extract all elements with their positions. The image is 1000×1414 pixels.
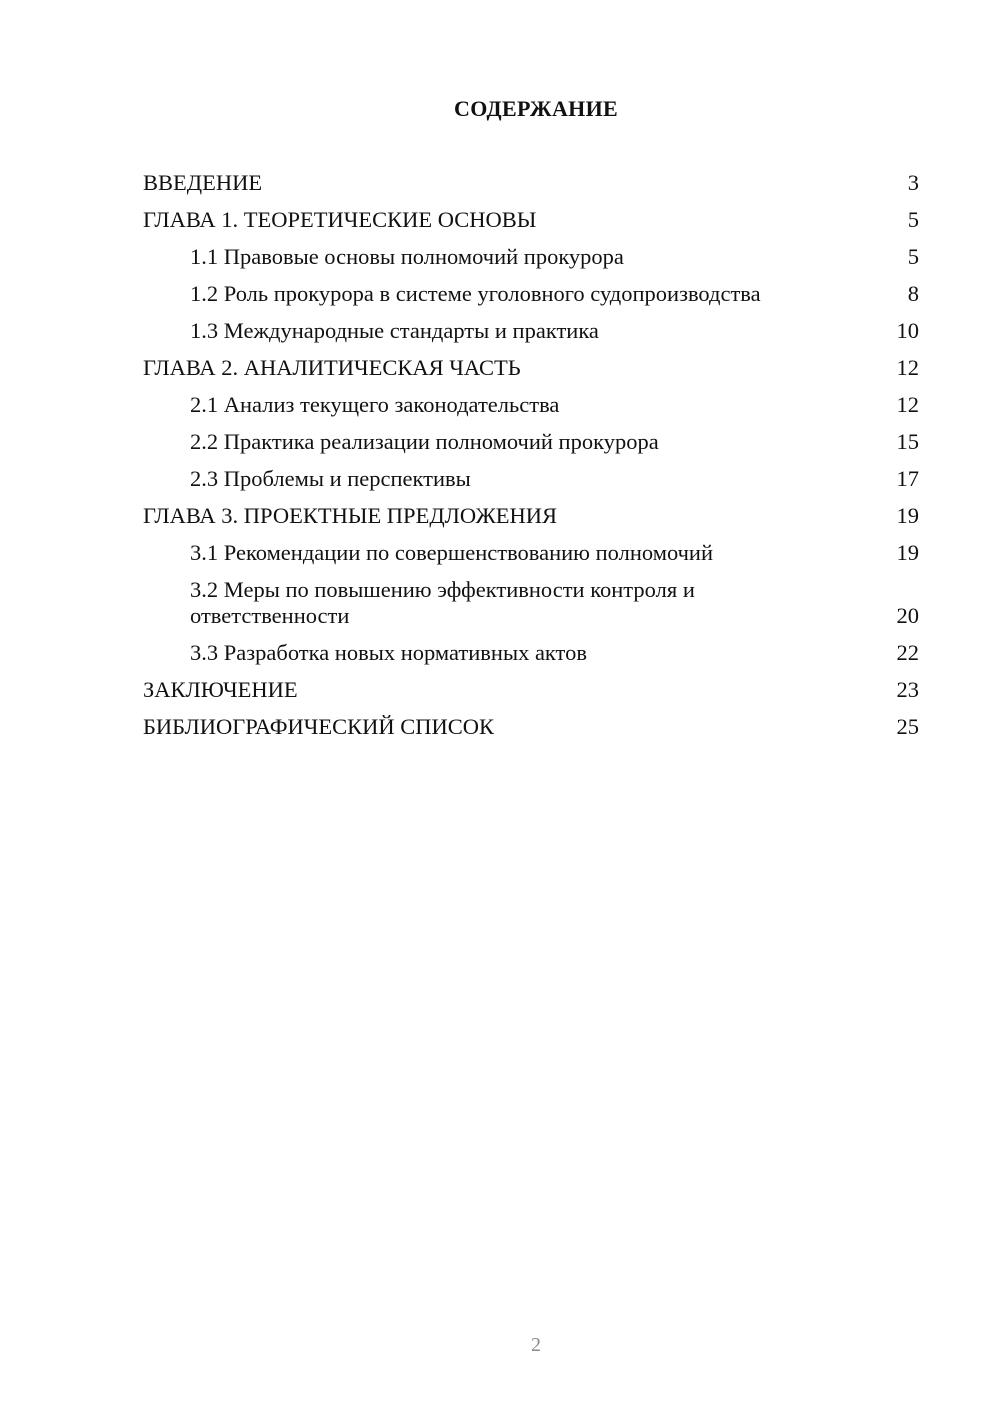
toc-entry-text: 3.3 Разработка новых нормативных актов <box>190 640 587 665</box>
toc-entry-page: 15 <box>896 429 919 454</box>
toc-entry-text: 1.1 Правовые основы полномочий прокурора <box>190 244 624 269</box>
page-title: СОДЕРЖАНИЕ <box>454 96 618 121</box>
toc-entry-chapter-3[interactable] <box>143 503 919 529</box>
toc-entry-text: 1.3 Международные стандарты и практика <box>190 318 599 343</box>
toc-entry-text: БИБЛИОГРАФИЧЕСКИЙ СПИСОК <box>143 714 495 739</box>
toc-entry-text: ГЛАВА 2. АНАЛИТИЧЕСКАЯ ЧАСТЬ <box>143 355 521 380</box>
page-number: 2 <box>531 1334 541 1356</box>
toc-entry-page: 12 <box>896 355 919 380</box>
toc-entry-page: 12 <box>896 392 919 417</box>
toc-entry-page: 22 <box>896 640 919 665</box>
toc-entry-section-2-3[interactable] <box>143 466 919 492</box>
toc-entry-text: ГЛАВА 1. ТЕОРЕТИЧЕСКИЕ ОСНОВЫ <box>143 207 537 232</box>
toc-entry-page: 10 <box>896 318 919 343</box>
table-of-contents <box>143 170 919 751</box>
toc-entry-page: 5 <box>907 207 919 232</box>
toc-entry-page: 19 <box>896 540 919 565</box>
toc-entry-text: ВВЕДЕНИЕ <box>143 170 263 195</box>
toc-entry-section-3-2[interactable] <box>143 577 919 629</box>
toc-entry-chapter-2[interactable] <box>143 355 919 381</box>
toc-entry-section-1-2[interactable] <box>143 281 919 307</box>
toc-entry-page: 23 <box>896 677 919 702</box>
toc-entry-conclusion[interactable] <box>143 677 919 703</box>
toc-entry-section-1-3[interactable] <box>143 318 919 344</box>
toc-entry-section-2-2[interactable] <box>143 429 919 455</box>
toc-entry-page: 25 <box>896 714 919 739</box>
toc-entry-page: 20 <box>896 603 919 628</box>
toc-entry-bibliography[interactable] <box>143 714 919 740</box>
toc-entry-page: 17 <box>896 466 919 491</box>
toc-entry-chapter-1[interactable] <box>143 207 919 233</box>
toc-entry-section-1-1[interactable] <box>143 244 919 270</box>
toc-entry-text: 2.1 Анализ текущего законодательства <box>190 392 560 417</box>
toc-entry-text: ГЛАВА 3. ПРОЕКТНЫЕ ПРЕДЛОЖЕНИЯ <box>143 503 558 528</box>
toc-entry-text: 2.2 Практика реализации полномочий прокурора <box>190 429 659 454</box>
toc-entry-page: 8 <box>907 281 919 306</box>
toc-entry-text: 3.2 Меры по повышению эффективности контроля и ответственности <box>190 577 695 628</box>
toc-entry-text: 1.2 Роль прокурора в системе уголовного судопроизводства <box>190 281 761 306</box>
toc-entry-introduction[interactable] <box>143 170 919 196</box>
toc-entry-section-2-1[interactable] <box>143 392 919 418</box>
toc-entry-page: 19 <box>896 503 919 528</box>
toc-entry-text: ЗАКЛЮЧЕНИЕ <box>143 677 298 702</box>
toc-entry-page: 3 <box>907 170 919 195</box>
toc-entry-section-3-3[interactable] <box>143 640 919 666</box>
toc-entry-section-3-1[interactable] <box>143 540 919 566</box>
toc-entry-text: 2.3 Проблемы и перспективы <box>190 466 471 491</box>
toc-entry-text: 3.1 Рекомендации по совершенствованию полномочий <box>190 540 714 565</box>
toc-entry-page: 5 <box>907 244 919 269</box>
